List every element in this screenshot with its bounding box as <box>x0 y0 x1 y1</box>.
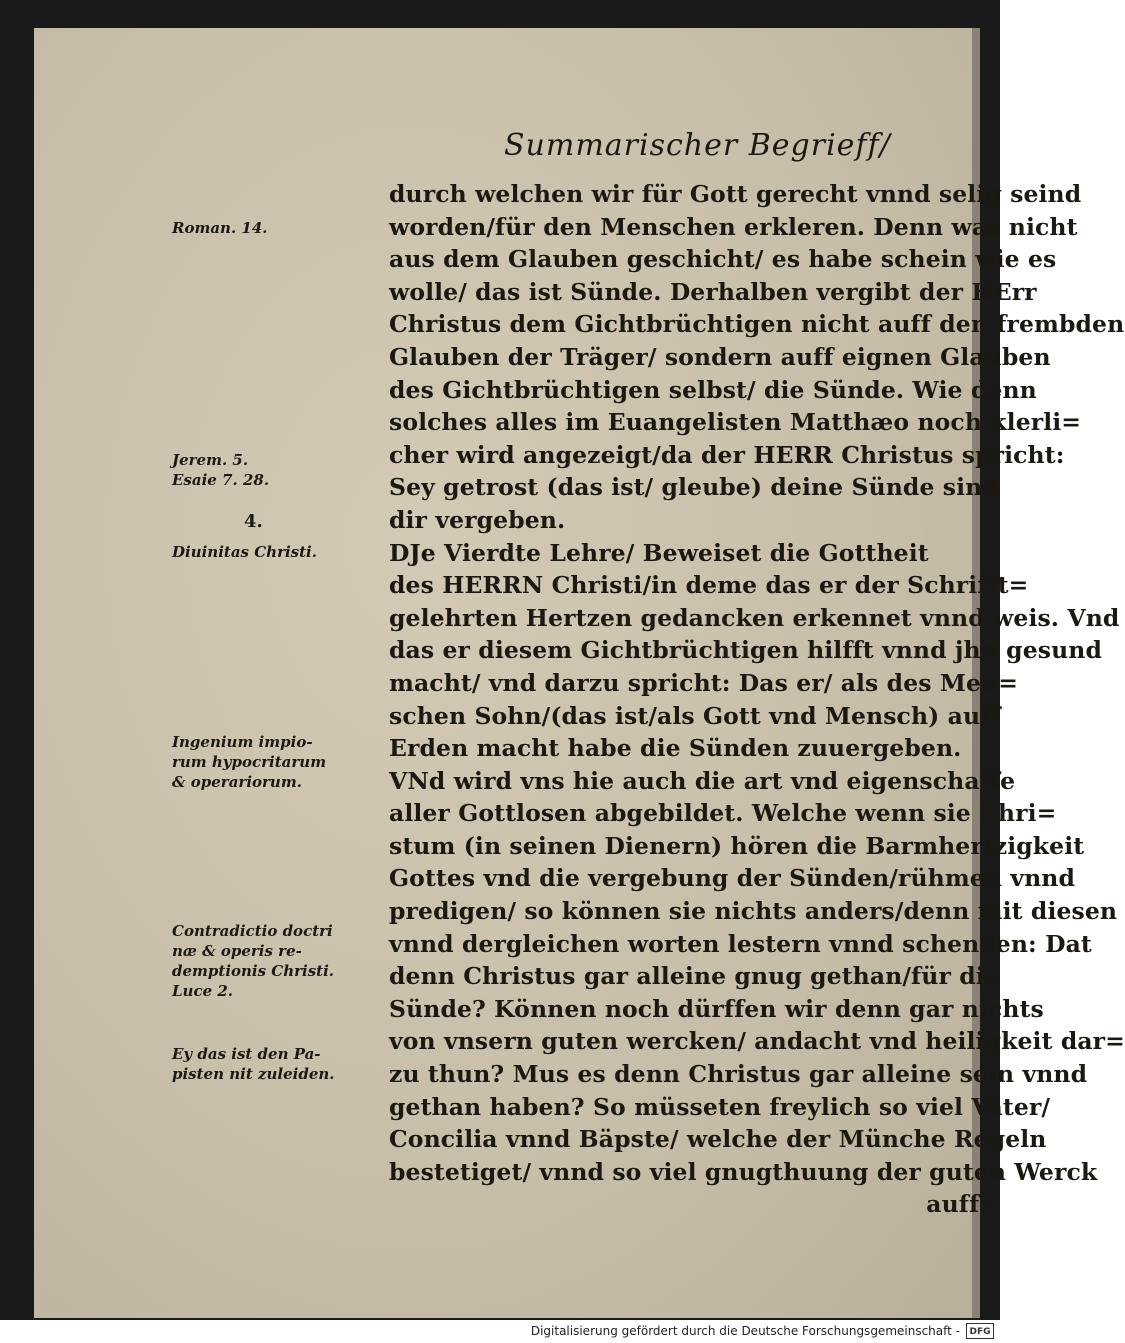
text-line: Christus dem Gichtbrüchtigen nicht auff den frembden <box>389 310 1125 339</box>
text-line: dir vergeben. <box>389 505 566 534</box>
text-line: durch welchen wir für Gott gerecht vnnd selig seind <box>389 180 1082 208</box>
margin-note-line: Ingenium impio- <box>172 733 313 751</box>
text-line: des HERRN Christi/in deme das er der Schrifft= <box>389 571 1029 600</box>
margin-note-line: Roman. 14. <box>172 219 268 237</box>
text-line: zu thun? Mus es denn Christus gar alleine sein vnnd <box>389 1060 1088 1089</box>
text-line: VNd wird vns hie auch die art vnd eigenschaffe <box>389 766 1016 795</box>
text-line: gelehrten Hertzen gedancken erkennet vnnd weis. Vnd <box>389 603 1120 632</box>
text-line: worden/für den Menschen erkleren. Denn was nicht <box>389 212 1078 241</box>
margin-note-line: demptionis Christi. <box>172 962 335 980</box>
margin-note-ingenium <box>172 732 352 792</box>
catchword: auff= <box>926 1190 999 1219</box>
text-line: solches alles im Euangelisten Matthæo noch klerli= <box>389 408 1082 437</box>
margin-note-line: Contradictio doctri <box>172 922 333 940</box>
margin-note-number <box>172 512 424 532</box>
margin-note-line: 4. <box>244 511 263 532</box>
text-line: cher wird angezeigt/da der HERR Christus spricht: <box>389 440 1065 469</box>
text-line: des Gichtbrüchtigen selbst/ die Sünde. Wie denn <box>389 375 1037 404</box>
text-line: wolle/ das ist Sünde. Derhalben vergibt der HErr <box>389 277 1037 306</box>
text-line: Gottes vnd die vergebung der Sünden/rühmen vnnd <box>389 864 1075 893</box>
running-header: Summarischer Begrieff/ <box>504 128 891 163</box>
text-line: gethan haben? So müsseten freylich so viel Väter/ <box>389 1092 1051 1121</box>
text-line: das er diesem Gichtbrüchtigen hilfft vnnd jhn gesund <box>389 636 1102 665</box>
margin-note-line: Luce 2. <box>172 982 234 1000</box>
dfg-logo: DFG <box>966 1323 994 1339</box>
text-line: denn Christus gar alleine gnug gethan/für die <box>389 962 1000 991</box>
text-line: Erden macht habe die Sünden zuuergeben. <box>389 734 962 763</box>
text-line: aus dem Glauben geschicht/ es habe schein wie es <box>389 245 1057 274</box>
text-line: Sünde? Können noch dürffen wir denn gar nichts <box>389 994 1044 1023</box>
text-line: predigen/ so können sie nichts anders/denn mit diesen <box>389 897 1118 926</box>
margin-note-line: Diuinitas Christi. <box>172 543 317 561</box>
footer-credit: Digitalisierung gefördert durch die Deutsche Forschungsgemeinschaft - <box>530 1324 960 1338</box>
margin-note-line: pisten nit zuleiden. <box>172 1065 335 1083</box>
text-line: DJe Vierdte Lehre/ Beweiset die Gottheit <box>389 538 929 567</box>
margin-note-line: & operariorum. <box>172 773 302 791</box>
margin-note-diuinitas <box>172 542 352 562</box>
footer-bar <box>0 1320 1000 1343</box>
body-text <box>389 178 1125 1221</box>
margin-note-jerem <box>172 450 352 490</box>
text-line: macht/ vnd darzu spricht: Das er/ als des Men= <box>389 668 1019 697</box>
margin-note-line: Ey das ist den Pa- <box>172 1045 321 1063</box>
text-line: Concilia vnnd Bäpste/ welche der Münche Regeln <box>389 1125 1047 1154</box>
text-line: bestetiget/ vnnd so viel gnugthuung der guten Werck <box>389 1157 1098 1186</box>
margin-note-line: Jerem. 5. <box>172 451 249 469</box>
text-line: schen Sohn/(das ist/als Gott vnd Mensch) auff <box>389 701 1001 730</box>
margin-note-line: rum hypocritarum <box>172 753 327 771</box>
text-line: stum (in seinen Dienern) hören die Barmhertzigkeit <box>389 831 1085 860</box>
margin-note-line: Esaie 7. 28. <box>172 471 270 489</box>
margin-note-contradictio <box>172 921 352 1001</box>
text-line: Sey getrost (das ist/ gleube) deine Sünde sind <box>389 473 999 502</box>
text-line: aller Gottlosen abgebildet. Welche wenn sie Chri= <box>389 799 1057 828</box>
text-line: von vnsern guten wercken/ andacht vnd heiligkeit dar= <box>389 1027 1125 1056</box>
text-line: vnnd dergleichen worten lestern vnnd schenden: Dat <box>389 929 1092 958</box>
book-page <box>34 28 1125 1318</box>
margin-note-ey <box>172 1044 352 1084</box>
text-line: Glauben der Träger/ sondern auff eignen Glauben <box>389 342 1051 371</box>
margin-note-line: næ & operis re- <box>172 942 302 960</box>
margin-note-roman <box>172 218 352 238</box>
